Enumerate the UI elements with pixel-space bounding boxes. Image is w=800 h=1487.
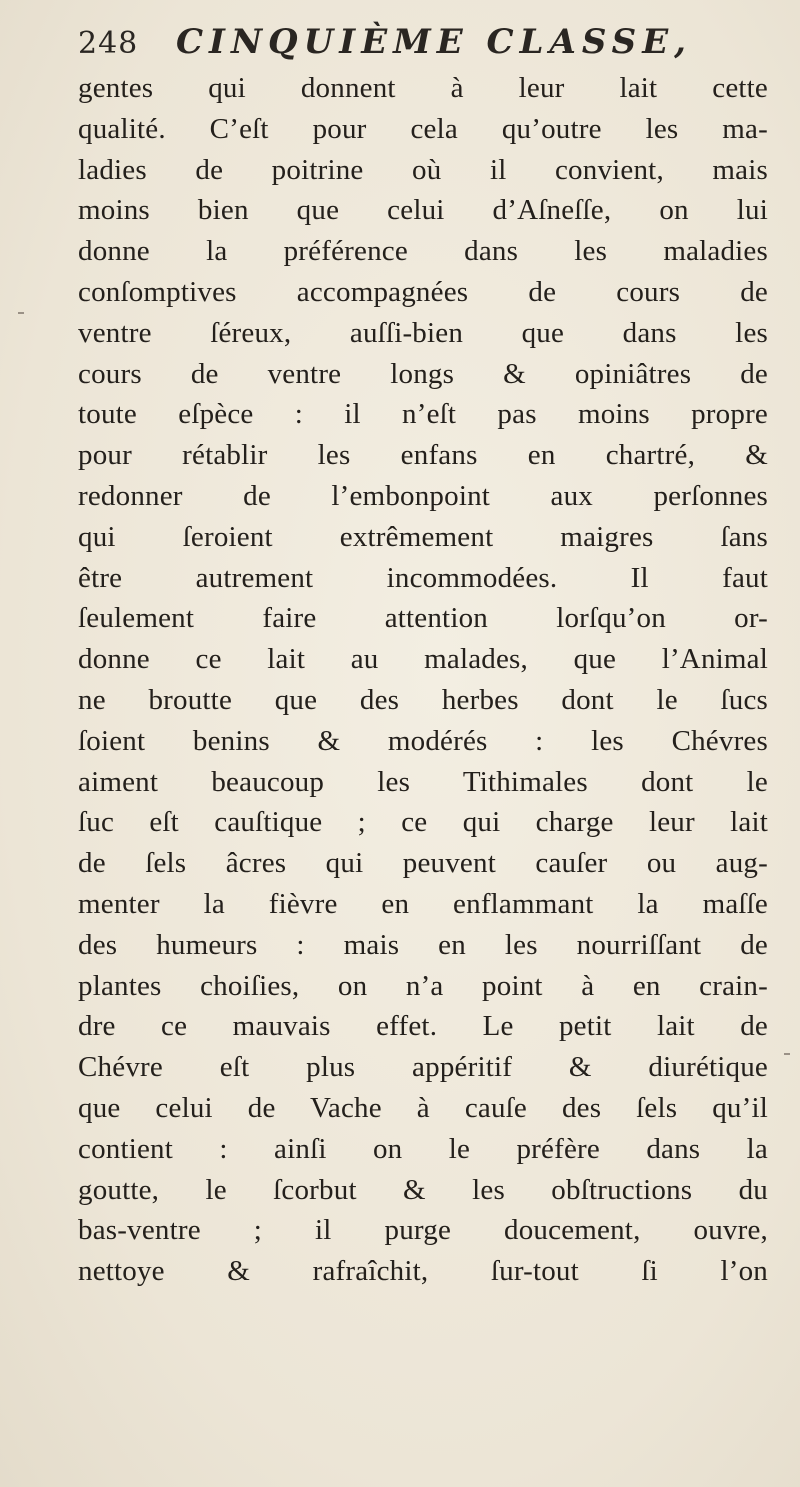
- text-line: conſomptives accompagnées de cours de: [78, 275, 768, 308]
- text-line: moins bien que celui d’Aſneſſe, on lui: [78, 194, 768, 227]
- text-line: ne broutte que des herbes dont le ſucs: [78, 683, 768, 716]
- text-line: que celui de Vache à cauſe des ſels qu’il: [78, 1091, 768, 1124]
- body-text: [78, 68, 768, 1292]
- text-line: donne ce lait au malades, que l’Animal: [78, 643, 768, 676]
- text-line: gentes qui donnent à leur lait cette: [78, 72, 768, 104]
- text-line: dre ce mauvais effet. Le petit lait de: [78, 1010, 768, 1043]
- text-line: pour rétablir les enfans en chartré, &: [78, 439, 768, 472]
- text-line: ladies de poitrine où il convient, mais: [78, 153, 768, 186]
- text-line: être autrement incommodées. Il faut: [78, 561, 768, 594]
- page-header: [78, 10, 778, 66]
- text-line: ventre ſéreux, auſſi-bien que dans les: [78, 316, 768, 349]
- text-line: ſuc eſt cauſtique ; ce qui charge leur lait: [78, 806, 768, 839]
- text-line: nettoye & rafraîchit, ſur-tout ſi l’on: [78, 1255, 768, 1288]
- text-line: ſoient benins & modérés : les Chévres: [78, 724, 768, 757]
- text-line: contient : ainſi on le préfère dans la: [78, 1132, 768, 1165]
- running-head: CINQUIÈME CLASSE,: [176, 22, 692, 62]
- text-line: plantes choiſies, on n’a point à en crain-: [78, 969, 768, 1002]
- text-line: donne la préférence dans les maladies: [78, 235, 768, 268]
- text-line: cours de ventre longs & opiniâtres de: [78, 357, 768, 390]
- text-line: goutte, le ſcorbut & les obſtructions du: [78, 1173, 768, 1206]
- text-line: Chévre eſt plus appéritif & diurétique: [78, 1051, 768, 1084]
- text-line: aiment beaucoup les Tithimales dont le: [78, 765, 768, 798]
- page-number: 248: [78, 26, 139, 61]
- margin-mark: [18, 312, 24, 314]
- text-line: menter la fièvre en enflammant la maſſe: [78, 887, 768, 920]
- text-line: des humeurs : mais en les nourriſſant de: [78, 928, 768, 961]
- text-line: qui ſeroient extrêmement maigres ſans: [78, 520, 768, 553]
- text-line: bas-ventre ; il purge doucement, ouvre,: [78, 1214, 768, 1247]
- text-line: qualité. C’eſt pour cela qu’outre les ma-: [78, 112, 768, 145]
- margin-mark: [784, 1053, 790, 1055]
- text-line: redonner de l’embonpoint aux perſonnes: [78, 479, 768, 512]
- text-line: ſeulement faire attention lorſqu’on or-: [78, 602, 768, 635]
- text-line: de ſels âcres qui peuvent cauſer ou aug-: [78, 847, 768, 880]
- text-line: toute eſpèce : il n’eſt pas moins propre: [78, 398, 768, 431]
